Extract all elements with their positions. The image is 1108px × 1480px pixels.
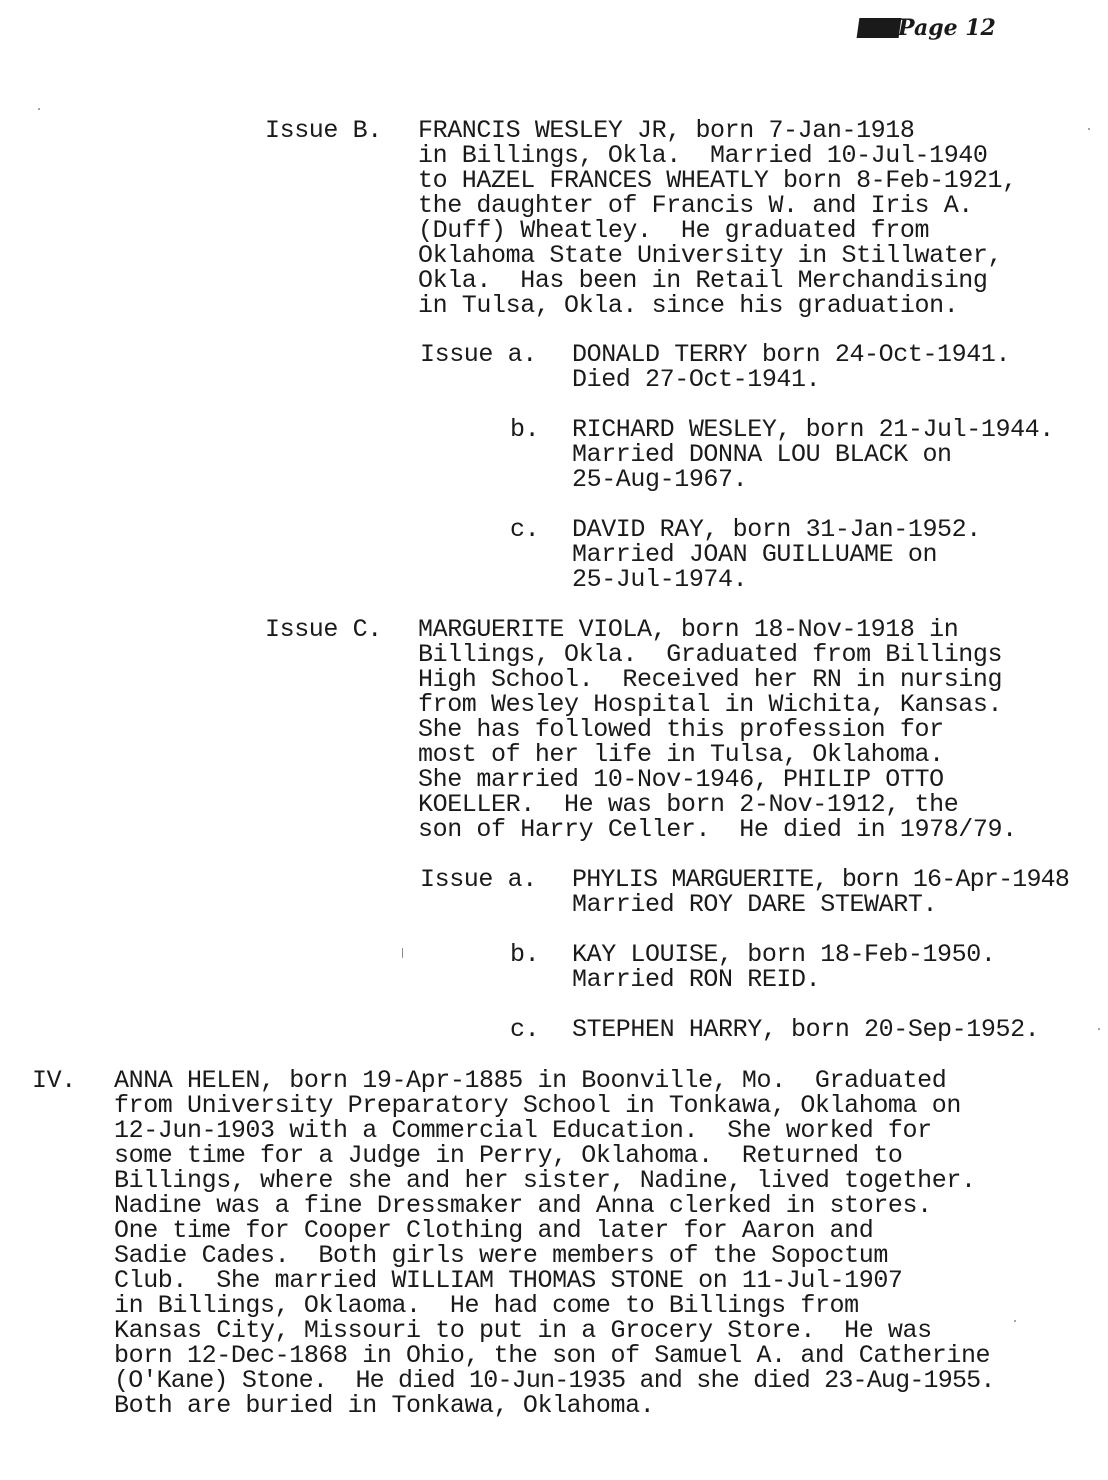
issue-b-line: to HAZEL FRANCES WHEATLY born 8-Feb-1921, [418,166,1017,195]
scan-speck [1014,1320,1016,1322]
issue-c-line: MARGUERITE VIOLA, born 18-Nov-1918 in [418,615,959,644]
section-iv-line: (O'Kane) Stone. He died 10-Jun-1935 and she died 23-Aug-1955. [114,1366,995,1395]
child-line: DONALD TERRY born 24-Oct-1941. [572,340,1011,369]
page-number-mark [858,14,996,44]
scan-speck [38,108,40,110]
section-iv-line: Kansas City, Missouri to put in a Grocery Store. He was [114,1316,932,1345]
child-line: Married DONNA LOU BLACK on [572,440,952,469]
child-line: 25-Jul-1974. [572,565,748,594]
issue-b-line: Okla. Has been in Retail Merchandising [418,266,988,295]
issue-b-marker: Issue B. [265,116,382,145]
child-marker: Issue a. [420,340,537,369]
child-marker: b. [510,415,540,444]
child-line: Married JOAN GUILLUAME on [572,540,938,569]
section-iv-line: in Billings, Oklaoma. He had come to Billings from [114,1291,859,1320]
child-line: DAVID RAY, born 31-Jan-1952. [572,515,981,544]
issue-c-line: High School. Received her RN in nursing [418,665,1003,694]
issue-b-line: in Billings, Okla. Married 10-Jul-1940 [418,141,988,170]
child-line: RICHARD WESLEY, born 21-Jul-1944. [572,415,1054,444]
issue-b-line: in Tulsa, Okla. since his graduation. [418,291,959,320]
section-iv-line: Club. She married WILLIAM THOMAS STONE on 11-Jul-1907 [114,1266,903,1295]
issue-b-line: (Duff) Wheatley. He graduated from [418,216,930,245]
issue-c-line: most of her life in Tulsa, Oklahoma. [418,740,944,769]
issue-c-line: Billings, Okla. Graduated from Billings [418,640,1003,669]
section-iv-line: from University Preparatory School in Tonkawa, Oklahoma on [114,1091,961,1120]
child-marker: b. [510,940,540,969]
section-iv-line: Both are buried in Tonkawa, Oklahoma. [114,1391,655,1420]
section-iv-line: some time for a Judge in Perry, Oklahoma. Returned to [114,1141,903,1170]
scan-speck [1088,128,1090,130]
child-line: KAY LOUISE, born 18-Feb-1950. [572,940,996,969]
issue-c-line: from Wesley Hospital in Wichita, Kansas. [418,690,1003,719]
page-number: Page 12 [898,15,996,41]
scan-speck [402,948,403,958]
issue-c-line: KOELLER. He was born 2-Nov-1912, the [418,790,959,819]
issue-c-line: She has followed this profession for [418,715,944,744]
section-iv-line: ANNA HELEN, born 19-Apr-1885 in Boonville, Mo. Graduated [114,1066,947,1095]
issue-b-line: the daughter of Francis W. and Iris A. [418,191,973,220]
section-iv-line: Sadie Cades. Both girls were members of the Sopoctum [114,1241,888,1270]
child-line: Died 27-Oct-1941. [572,365,821,394]
child-line: Married ROY DARE STEWART. [572,890,938,919]
issue-c-marker: Issue C. [265,615,382,644]
child-line: STEPHEN HARRY, born 20-Sep-1952. [572,1015,1040,1044]
ink-blot [857,18,902,38]
scan-speck [1098,1028,1100,1030]
issue-b-line: FRANCIS WESLEY JR, born 7-Jan-1918 [418,116,915,145]
section-iv-line: Billings, where she and her sister, Nadine, lived together. [114,1166,976,1195]
child-marker: c. [510,1015,540,1044]
section-iv-line: born 12-Dec-1868 in Ohio, the son of Samuel A. and Catherine [114,1341,991,1370]
section-iv-line: Nadine was a fine Dressmaker and Anna clerked in stores. [114,1191,932,1220]
child-marker: c. [510,515,540,544]
issue-b-line: Oklahoma State University in Stillwater, [418,241,1003,270]
issue-c-line: She married 10-Nov-1946, PHILIP OTTO [418,765,944,794]
section-iv-marker: IV. [32,1066,76,1095]
section-iv-line: One time for Cooper Clothing and later for Aaron and [114,1216,874,1245]
child-line: 25-Aug-1967. [572,465,748,494]
issue-c-line: son of Harry Celler. He died in 1978/79. [418,815,1017,844]
child-line: PHYLIS MARGUERITE, born 16-Apr-1948 [572,865,1070,894]
child-marker: Issue a. [420,865,537,894]
child-line: Married RON REID. [572,965,821,994]
section-iv-line: 12-Jun-1903 with a Commercial Education. She worked for [114,1116,932,1145]
